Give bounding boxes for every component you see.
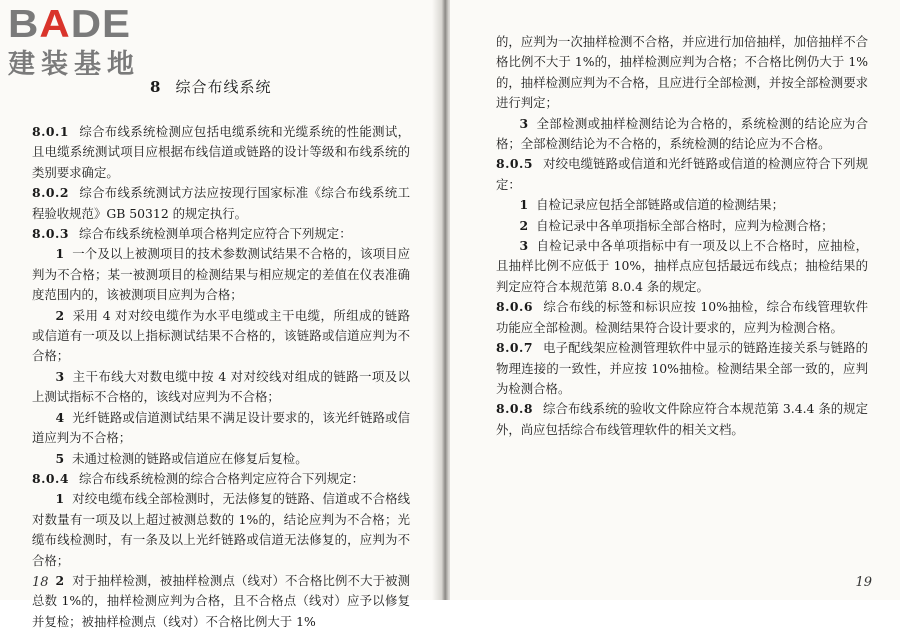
right-page <box>450 0 900 600</box>
list-item <box>32 306 410 367</box>
list-item <box>32 489 410 571</box>
list-item <box>496 236 868 297</box>
paragraph-text: 对绞电缆链路或信道和光纤链路或信道的检测应符合下列规定： <box>496 156 868 192</box>
paragraph-text: 综合布线系统检测应包括电缆系统和光缆系统的性能测试，且电缆系统测试项目应根据布线信道或链路的设计等级和布线系统的类别要求确定。 <box>32 124 410 180</box>
list-item <box>32 449 410 469</box>
clause-paragraph <box>32 183 410 224</box>
paragraph-text: 全部检测或抽样检测结论为合格的，系统检测的结论应为合格；全部检测结论为不合格的，系统检测的结论应为不合格。 <box>496 115 868 152</box>
clause-number: 8.0.2 <box>32 185 69 201</box>
clause-paragraph <box>496 297 868 338</box>
clause-number: 8.0.4 <box>32 470 69 486</box>
clause-paragraph <box>32 469 410 489</box>
item-number: 2 <box>55 307 65 323</box>
paragraph-text: 综合布线的标签和标识应按 10%抽检，综合布线管理软件功能应全部检测。检测结果符合设计要求的，应判为检测合格。 <box>496 299 868 335</box>
item-number: 1 <box>55 246 65 262</box>
chapter-title <box>150 76 271 97</box>
item-number: 3 <box>519 238 529 254</box>
clause-number: 8.0.3 <box>32 226 69 242</box>
left-page <box>0 0 440 629</box>
paragraph-text: 综合布线系统测试方法应按现行国家标准《综合布线系统工程验收规范》GB 50312 的规定执行。 <box>32 185 410 221</box>
left-page-body <box>32 122 410 632</box>
clause-number: 8.0.6 <box>496 299 533 315</box>
clause-number: 8.0.7 <box>496 340 533 356</box>
clause-paragraph <box>32 224 410 244</box>
paragraph-text: 电子配线架应检测管理软件中显示的链路连接关系与链路的物理连接的一致性，并应按 10%抽检。检测结果全部一致的，应判为检测合格。 <box>496 340 868 396</box>
clause-paragraph <box>496 154 868 195</box>
clause-paragraph <box>32 122 410 183</box>
list-item <box>32 571 410 632</box>
paragraph-text: 自检记录中各单项指标全部合格时，应判为检测合格； <box>536 217 834 233</box>
clause-number: 8.0.8 <box>496 401 533 417</box>
paragraph-text: 一个及以上被测项目的技术参数测试结果不合格的，该项目应判为不合格；某一被测项目的检测结果与相应规定的差值在仪表准确度范围内的，该被测项目应判为合格； <box>32 246 410 303</box>
paragraph-text: 综合布线系统检测的综合合格判定应符合下列规定： <box>79 470 364 486</box>
paragraph-text: 未通过检测的链路或信道应在修复后复检。 <box>72 450 308 466</box>
clause-number: 8.0.5 <box>496 156 533 172</box>
paragraph-text: 自检记录应包括全部链路或信道的检测结果； <box>536 197 784 213</box>
paragraph-text: 采用 4 对对绞电缆作为水平电缆或主干电缆，所组成的链路或信道有一项及以上指标测试结果不合格的，该链路或信道应判为不合格； <box>32 307 410 364</box>
logo-chinese-text: 建装基地 <box>8 49 140 80</box>
item-number: 5 <box>55 450 65 466</box>
clause-paragraph <box>496 338 868 399</box>
list-item <box>32 367 410 408</box>
list-item <box>32 244 410 305</box>
item-number: 2 <box>55 572 65 588</box>
clause-paragraph <box>496 399 868 440</box>
bade-logo <box>8 4 178 82</box>
list-item <box>32 408 410 449</box>
list-item <box>496 114 868 155</box>
logo-wordmark: BADE <box>8 2 132 46</box>
continuation-text <box>496 32 868 114</box>
list-item <box>496 216 868 236</box>
page-number-left: 18 <box>32 575 49 590</box>
list-item <box>496 195 868 215</box>
paragraph-text: 综合布线系统检测单项合格判定应符合下列规定： <box>79 226 352 242</box>
paragraph-text: 自检记录中各单项指标中有一项及以上不合格时，应抽检，且抽样比例不应低于 10%，抽样点应包括最远布线点；抽检结果的判定应符合本规范第 8.0.4 条的规定。 <box>496 238 868 294</box>
item-number: 1 <box>55 491 65 507</box>
paragraph-text: 的，应判为一次抽样检测不合格，并应进行加倍抽样，加倍抽样不合格比例不大于 1%的，抽样检测应判为合格；不合格比例仍大于 1%的，抽样检测应判为不合格，且应进行全部检测，并按全部检测要求进行判定； <box>496 34 868 111</box>
item-number: 2 <box>519 217 529 233</box>
chapter-name: 综合布线系统 <box>175 78 272 96</box>
clause-number: 8.0.1 <box>32 124 69 139</box>
paragraph-text: 主干布线大对数电缆中按 4 对对绞线对组成的链路一项及以上测试指标不合格的，该线对应判为不合格； <box>32 368 410 405</box>
paragraph-text: 光纤链路或信道测试结果不满足设计要求的，该光纤链路或信道应判为不合格； <box>32 409 410 446</box>
paragraph-text: 综合布线系统的验收文件除应符合本规范第 3.4.4 条的规定外，尚应包括综合布线管理软件的相关文档。 <box>496 401 868 437</box>
item-number: 1 <box>519 197 529 213</box>
item-number: 4 <box>55 409 65 425</box>
right-page-body <box>496 32 868 440</box>
item-number: 3 <box>519 115 529 131</box>
page-number-right: 19 <box>855 575 872 590</box>
chapter-number: 8 <box>150 78 162 96</box>
paragraph-text: 对于抽样检测，被抽样检测点（线对）不合格比例不大于被测总数 1%的，抽样检测应判为合格，且不合格点（线对）应予以修复并复检；被抽样检测点（线对）不合格比例大于 1% <box>32 572 410 629</box>
item-number: 3 <box>55 368 65 384</box>
paragraph-text: 对绞电缆布线全部检测时，无法修复的链路、信道或不合格线对数量有一项及以上超过被测总数的 1%的，结论应判为不合格；光缆布线检测时，有一条及以上光纤链路或信道无法修复的，应判为不合格； <box>32 491 410 568</box>
